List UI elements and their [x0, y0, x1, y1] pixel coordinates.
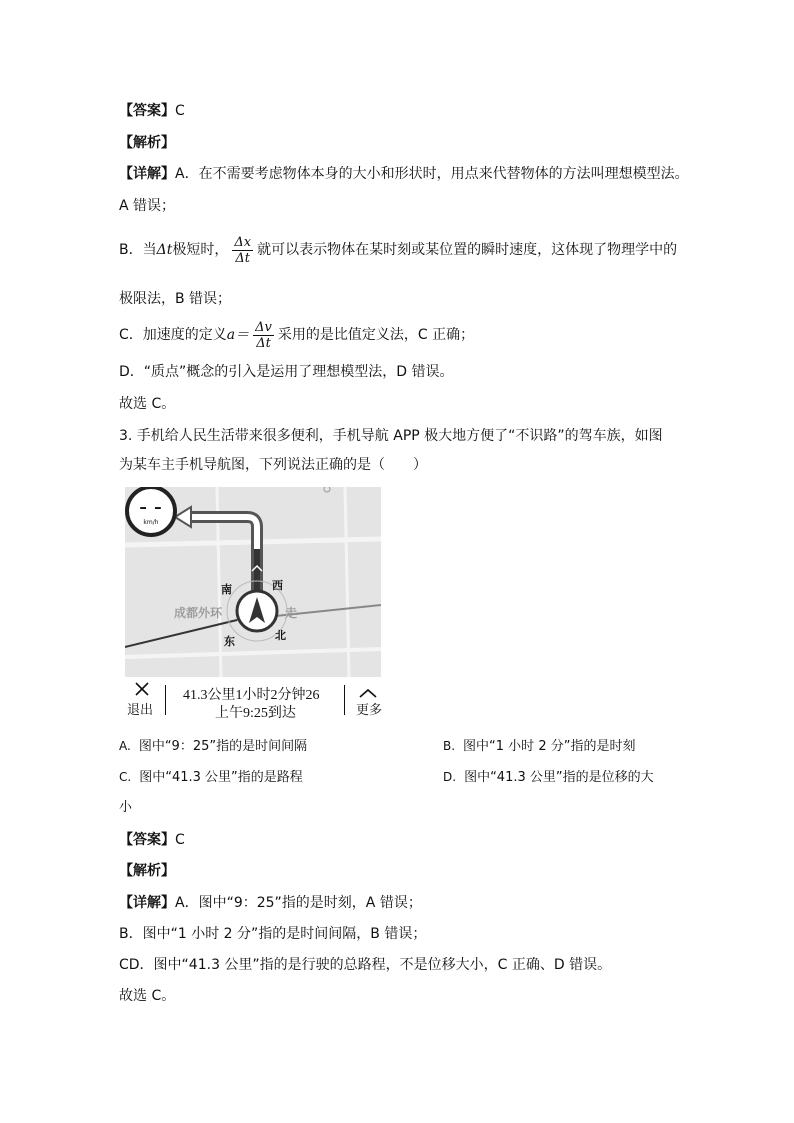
conclusion-q2: 故选 C。 — [119, 396, 176, 412]
close-icon[interactable] — [131, 682, 153, 696]
analysis-label — [119, 133, 175, 153]
speed-unit: km/h — [143, 519, 159, 526]
navigation-bar — [125, 677, 385, 721]
route-summary: 41.3公里1小时2分钟26 — [183, 688, 320, 703]
option-a — [119, 736, 307, 757]
compass-east: 东 — [224, 635, 235, 648]
fraction-dx-dt — [232, 235, 253, 266]
detail-a-line — [119, 164, 689, 184]
explanation-q3-a: A．图中“9：25”指的是时刻，A 错误； — [175, 895, 422, 911]
road-label-tail: 走 — [285, 606, 298, 620]
frac-numerator: Δx — [234, 234, 252, 250]
more-label[interactable]: 更多 — [356, 702, 383, 717]
analysis-label-text: 【解析】 — [119, 863, 175, 879]
c-prefix: C．加速度的定义 — [119, 327, 227, 343]
answer-label: 【答案】 — [119, 832, 175, 848]
option-d-text: 图中“41.3 公里”指的是位移的大 — [464, 770, 654, 785]
explanation-b — [119, 232, 677, 268]
option-b-letter: B. — [443, 739, 456, 753]
c-suffix: 采用的是比值定义法，C 正确； — [277, 327, 475, 343]
option-d-letter: D. — [443, 770, 457, 784]
compass-south: 南 — [221, 583, 232, 596]
detail-label: 【详解】 — [119, 895, 175, 911]
answer-label: 【答案】 — [119, 103, 175, 119]
explanation-c — [119, 318, 474, 352]
frac-numerator: Δv — [255, 319, 272, 335]
option-d — [443, 767, 654, 788]
option-c-letter: C. — [119, 770, 132, 784]
explanation-b-cont: 极限法，B 错误； — [119, 291, 232, 307]
frac-denominator: Δt — [235, 250, 251, 266]
explanation-d: D．“质点”概念的引入是运用了理想模型法，D 错误。 — [119, 364, 454, 380]
explanation-a: A．在不需要考虑物体本身的大小和形状时，用点来代替物体的方法叫理想模型法。 — [175, 166, 689, 182]
arrival-time: 上午9:25到达 — [215, 706, 296, 721]
frac-denominator: Δt — [256, 335, 271, 351]
analysis-label-q3 — [119, 861, 175, 881]
conclusion-q3: 故选 C。 — [119, 988, 176, 1004]
explanation-q3-b: B．图中“1 小时 2 分”指的是时间间隔，B 错误； — [119, 926, 427, 942]
option-b — [443, 736, 635, 757]
explanation-q3-cd: CD．图中“41.3 公里”指的是行驶的总路程，不是位移大小，C 正确、D 错误。 — [119, 957, 612, 973]
option-a-letter: A. — [119, 739, 131, 753]
q3-stem-line1: 3. 手机给人民生活带来很多便利，手机导航 APP 极大地方便了“不识路”的驾车族，如图 — [119, 428, 663, 444]
answer-value: C — [175, 832, 185, 848]
compass-west: 西 — [272, 579, 283, 592]
exit-label[interactable]: 退出 — [127, 702, 154, 717]
answer-value: C — [175, 103, 185, 119]
analysis-label-text: 【解析】 — [119, 135, 175, 151]
explanation-a-cont: A 错误； — [119, 198, 176, 214]
b-suffix: 就可以表示物体在某时刻或某位置的瞬时速度，这体现了物理学中的 — [257, 242, 678, 258]
detail-label: 【详解】 — [119, 166, 175, 182]
compass-north: 北 — [275, 629, 286, 642]
q3-stem-line2: 为某车主手机导航图，下列说法正确的是（ ） — [119, 457, 427, 473]
chevron-up-icon[interactable] — [358, 685, 378, 695]
option-d-cont: 小 — [119, 800, 133, 815]
b-mid: 极短时， — [172, 242, 229, 258]
nav-divider-right — [344, 685, 345, 715]
option-a-text: 图中“9：25”指的是时间间隔 — [138, 739, 308, 754]
nav-divider-left — [165, 685, 166, 715]
detail-q3-a — [119, 893, 422, 913]
option-b-text: 图中“1 小时 2 分”指的是时刻 — [463, 739, 636, 754]
road-label: 成都外环 — [174, 606, 223, 620]
option-c — [119, 767, 303, 788]
fraction-dv-dt — [253, 320, 274, 351]
answer-line-q2 — [119, 101, 185, 121]
navigation-map — [125, 487, 381, 677]
delta-t: Δt — [156, 242, 173, 258]
speed-display: – – — [139, 498, 163, 516]
answer-line-q3 — [119, 830, 185, 850]
c-eq: a＝ — [226, 327, 250, 343]
option-c-text: 图中“41.3 公里”指的是路程 — [139, 770, 303, 785]
b-prefix: B．当 — [119, 242, 157, 258]
